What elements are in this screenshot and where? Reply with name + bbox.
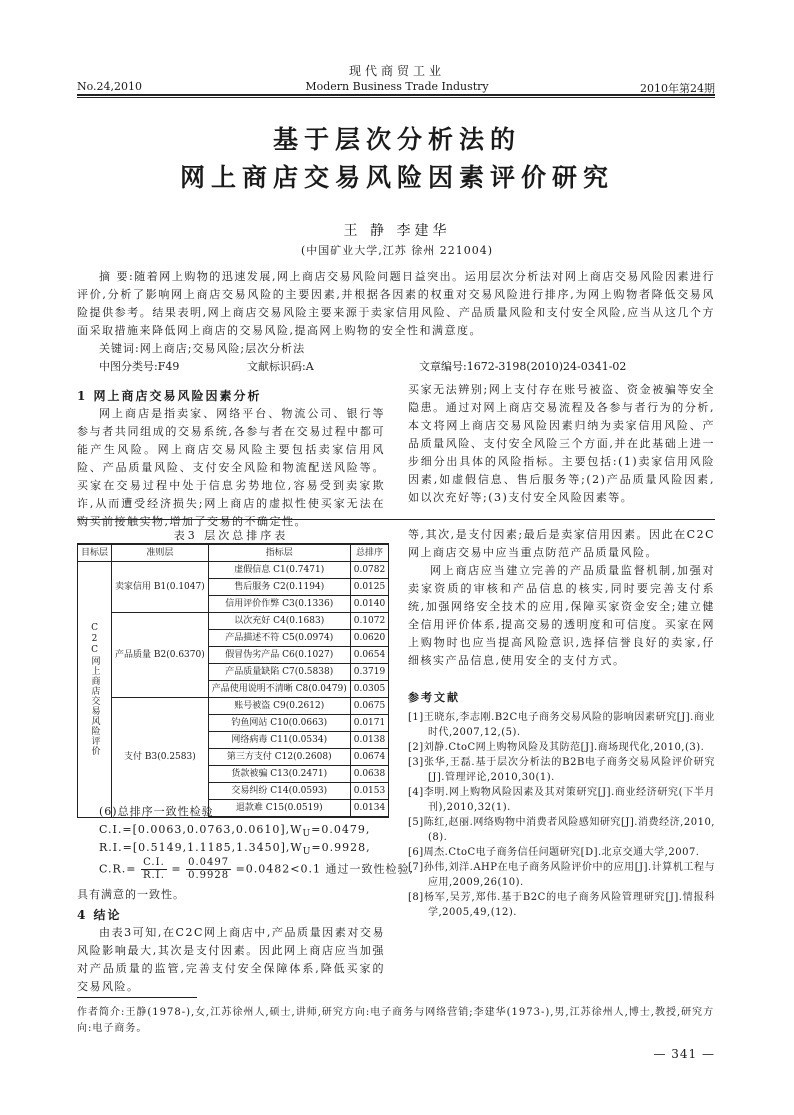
table-header-cell: 目标层 — [78, 544, 112, 562]
table-row — [78, 698, 389, 715]
references-list — [408, 710, 715, 920]
page-number: — 341 — — [653, 1047, 715, 1061]
total-cell: 0.0140 — [350, 596, 389, 613]
table3-caption: 表3 层次总排序表 — [173, 529, 289, 542]
right-paragraph-1: 等,其次,是支付因素;最后是卖家信用因素。因此在C2C网上商店交易中应当重点防范产品质量风险。 — [408, 528, 715, 559]
ri-text: R.I.=[0.5149,1.1185,1.3450],W — [99, 841, 303, 854]
ci-text: C.I.=[0.0063,0.0763,0.0610],W — [99, 823, 303, 836]
paper-title-line1: 基于层次分析法的 — [272, 125, 521, 154]
indicator-cell: 钓鱼网站 C10(0.0663) — [208, 715, 350, 732]
cr-tail: =0.0482<0.1 通过一致性检验, — [235, 862, 415, 876]
total-cell: 0.0782 — [350, 562, 389, 579]
total-cell: 0.0138 — [350, 732, 389, 749]
cr-fraction-values: $\frac{0.0497}{0.9928}$ — [188, 857, 230, 881]
document-code: 文献标识码:A — [247, 360, 314, 373]
table3 — [77, 543, 389, 818]
cr-mid: = — [171, 862, 182, 876]
ri-subscript: U — [302, 846, 312, 858]
table-header-cell: 总排序 — [350, 544, 389, 562]
footnote: 作者简介:王静(1978-),女,江苏徐州人,硕士,讲师,研究方向:电子商务与网络营销;李建华(1973-),男,江苏徐州人,博士,教授,研究方向:电子商务。 — [77, 1007, 715, 1034]
right-paragraph-2: 网上商店应当建立完善的产品质量监督机制,加强对卖家资质的审核和产品信息的核实,同时要完善支付系统,加强网络安全技术的应用,保障买家资金安全;建立健全信用评价体系,提高交易的透明度和可信度。买家在网上购物时也应当提高风险意识,选择信誉良好的卖家,仔细核实产品信息,使用安全的支付方式。 — [408, 564, 715, 667]
total-cell: 0.0125 — [350, 579, 389, 596]
goal-cell: C2C网上商店交易风险评价 — [78, 562, 112, 818]
indicator-cell: 网络病毒 C11(0.0534) — [208, 732, 350, 749]
indicator-cell: 货款被骗 C13(0.2471) — [208, 766, 350, 783]
indicator-cell: 账号被盗 C9(0.2612) — [208, 698, 350, 715]
indicator-cell: 虚假信息 C1(0.7471) — [208, 562, 350, 579]
right-column-text — [408, 526, 715, 670]
paper-title-line2: 网上商店交易风险因素评价研究 — [179, 163, 614, 192]
total-cell: 0.0638 — [350, 766, 389, 783]
criterion-cell: 支付 B3(0.2583) — [112, 698, 209, 818]
table-header-cell: 指标层 — [208, 544, 350, 562]
criterion-cell: 卖家信用 B1(0.1047) — [112, 562, 209, 613]
total-cell: 0.0654 — [350, 647, 389, 664]
issue-number: No.24,2010 — [77, 80, 143, 93]
indicator-cell: 交易纠纷 C14(0.0593) — [208, 783, 350, 800]
total-cell: 0.0620 — [350, 630, 389, 647]
indicator-cell: 产品使用说明不清晰 C8(0.0479) — [208, 681, 350, 698]
total-cell: 0.0134 — [350, 800, 389, 818]
section1-text-left: 网上商店是指卖家、网络平台、物流公司、银行等参与者共同组成的交易系统,各参与者在交易过程中都可能产生风险。网上商店交易风险主要包括卖家信用风险、产品质量风险、支付安全风险和物流配送风险等。买家在交易过程中处于信息劣势地位,容易受到卖家欺诈,从而遭受经济损失;网上商店的虚拟性使买家无法在购买前接触实物,增加了交易的不确定性。 — [77, 407, 385, 528]
journal-name: 现代商贸工业 — [348, 64, 445, 78]
indicator-cell: 售后服务 C2(0.1194) — [208, 579, 350, 596]
reference-item: [7]孙伟,刘洋.AHP在电子商务风险评价中的应用[J].计算机工程与应用,2009,26(10). — [408, 862, 715, 888]
issue-date: 2010年第24期 — [640, 82, 715, 95]
table-header-row — [78, 544, 389, 562]
ci-equation — [99, 823, 407, 839]
reference-item: [1]王晓东,李志刚.B2C电子商务交易风险的影响因素研究[J].商业时代,2007,12,(5). — [408, 712, 715, 738]
references-heading: 参考文献 — [408, 691, 460, 704]
table-row — [78, 613, 389, 630]
cr-equation — [99, 857, 415, 882]
section1-heading: 1 网上商店交易风险因素分析 — [77, 389, 262, 403]
affiliation: (中国矿业大学,江苏 徐州 221004) — [300, 244, 494, 257]
cr-fraction-symbolic: $\frac{C.I.}{R.I.}$ — [143, 857, 165, 881]
criterion-cell: 产品质量 B2(0.6370) — [112, 613, 209, 698]
ri-equation — [99, 841, 407, 857]
column-separator — [77, 519, 715, 520]
cr-conclusion: 具有满意的一致性。 — [77, 888, 185, 901]
keywords: 关键词:网上商店;交易风险;层次分析法 — [99, 342, 306, 355]
total-cell: 0.1072 — [350, 613, 389, 630]
total-cell: 0.0675 — [350, 698, 389, 715]
reference-item: [6]周杰.CtoC电子商务信任问题研究[D].北京交通大学,2007. — [408, 847, 700, 858]
consistency-step: (6)总排序一致性检验 — [99, 805, 214, 818]
reference-item: [2]刘静.CtoC网上购物风险及其防范[J].商场现代化,2010,(3). — [408, 742, 705, 753]
table-row — [78, 562, 389, 579]
table-header-cell: 准则层 — [112, 544, 209, 562]
total-cell: 0.0674 — [350, 749, 389, 766]
indicator-cell: 信用评价作弊 C3(0.1336) — [208, 596, 350, 613]
clc-number: 中图分类号:F49 — [99, 360, 180, 373]
total-cell: 0.0171 — [350, 715, 389, 732]
cr-lhs: C.R.= — [99, 862, 137, 876]
reference-item: [4]李明.网上购物风险因素及其对策研究[J].商业经济研究(下半月刊),2010,32(1). — [408, 787, 715, 813]
footnote-rule — [77, 997, 197, 998]
section1-text-right: 买家无法辨别;网上支付存在账号被盗、资金被骗等安全隐患。通过对网上商店交易流程及各参与者行为的分析,本文将网上商店交易风险因素归纳为卖家信用风险、产品质量风险、支付安全风险三个方面,并在此基础上进一步细分出具体的风险指标。主要包括:(1)卖家信用风险因素,如虚假信息、售后服务等;(2)产品质量风险因素,如以次充好等;(3)支付安全风险因素等。 — [408, 383, 715, 504]
authors: 王 静 李建华 — [343, 223, 451, 239]
ri-tail: =0.9928, — [311, 841, 371, 854]
indicator-cell: 第三方支付 C12(0.2608) — [208, 749, 350, 766]
indicator-cell: 产品质量缺陷 C7(0.5838) — [208, 664, 350, 681]
abstract: 摘 要:随着网上购物的迅速发展,网上商店交易风险问题日益突出。运用层次分析法对网上商店交易风险因素进行评价,分析了影响网上商店交易风险的主要因素,并根据各因素的权重对交易风险进行排序,为网上购物者降低交易风险提供参考。结果表明,网上商店交易风险主要来源于卖家信用风险、产品质量风险和支付安全风险,应当从这几个方面采取措施来降低网上商店的交易风险,提高网上购物的安全性和满意度。 — [77, 270, 715, 337]
reference-item: [3]张华,王磊.基于层次分析法的B2B电子商务交易风险评价研究[J].管理评论,2010,30(1). — [408, 757, 715, 783]
journal-name-en: Modern Business Trade Industry — [305, 80, 489, 93]
total-cell: 0.0305 — [350, 681, 389, 698]
section4-text: 由表3可知,在C2C网上商店中,产品质量因素对交易风险影响最大,其次是支付因素。因此网上商店应当加强对产品质量的监管,完善支付安全保障体系,降低买家的交易风险。 — [77, 926, 385, 993]
ci-tail: =0.0479, — [311, 823, 371, 836]
article-number: 文章编号:1672-3198(2010)24-0341-02 — [419, 360, 627, 373]
indicator-cell: 假冒伪劣产品 C6(0.1027) — [208, 647, 350, 664]
header-rule — [77, 94, 715, 96]
total-cell: 0.3719 — [350, 664, 389, 681]
ci-subscript: U — [302, 828, 312, 840]
reference-item: [5]陈红,赵丽.网络购物中消费者风险感知研究[J].消费经济,2010,(8). — [408, 817, 715, 843]
indicator-cell: 以次充好 C4(0.1683) — [208, 613, 350, 630]
section4-heading: 4 结论 — [77, 908, 122, 922]
total-cell: 0.0153 — [350, 783, 389, 800]
reference-item: [8]杨军,吴芳,郑伟.基于B2C的电子商务风险管理研究[J].情报科学,2005,49,(12). — [408, 892, 715, 918]
indicator-cell: 产品描述不符 C5(0.0974) — [208, 630, 350, 647]
indicator-cell: 退款难 C15(0.0519) — [208, 800, 350, 818]
header-rule-thin — [77, 97, 715, 98]
